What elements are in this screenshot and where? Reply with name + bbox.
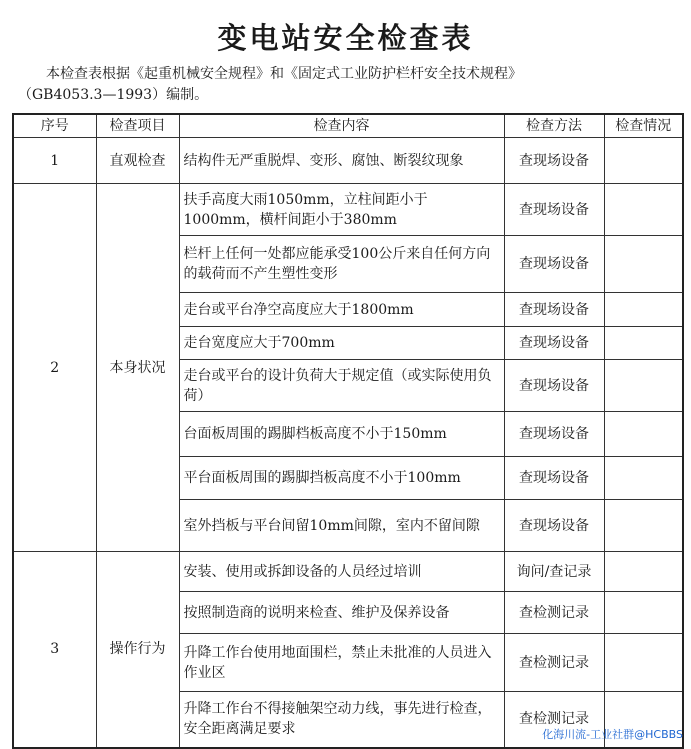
row-status[interactable] [604, 412, 683, 457]
group-number: 2 [13, 184, 96, 552]
row-content: 室外挡板与平台间留10mm间隙，室内不留间隙 [179, 500, 504, 552]
row-content: 安装、使用或拆卸设备的人员经过培训 [179, 552, 504, 592]
row-status[interactable] [604, 592, 683, 634]
row-content: 结构件无严重脱焊、变形、腐蚀、断裂纹现象 [179, 138, 504, 184]
row-status[interactable] [604, 634, 683, 692]
header-no: 序号 [13, 114, 96, 138]
row-status[interactable] [604, 327, 683, 360]
row-content: 走台或平台净空高度应大于1800mm [179, 293, 504, 327]
row-status[interactable] [604, 236, 683, 293]
intro-line-2: （GB4053.3—1993）编制。 [18, 87, 209, 103]
row-content: 扶手高度大雨1050mm，立柱间距小于1000mm，横杆间距小于380mm [179, 184, 504, 236]
table-row [13, 184, 683, 236]
row-content: 按照制造商的说明来检查、维护及保养设备 [179, 592, 504, 634]
table-row [13, 552, 683, 592]
row-content: 升降工作台不得接触架空动力线，事先进行检查，安全距离满足要求 [179, 692, 504, 748]
row-method: 查现场设备 [504, 138, 604, 184]
row-method: 查现场设备 [504, 327, 604, 360]
header-status: 检查情况 [604, 114, 683, 138]
row-content: 走台或平台的设计负荷大于规定值（或实际使用负荷） [179, 360, 504, 412]
row-status[interactable] [604, 500, 683, 552]
intro-paragraph [18, 64, 678, 106]
page-title: 变电站安全检查表 [217, 21, 474, 55]
row-method: 查现场设备 [504, 293, 604, 327]
group-item: 本身状况 [96, 184, 179, 552]
row-method: 查检测记录 [504, 634, 604, 692]
group-number: 3 [13, 552, 96, 748]
row-method: 查检测记录 [504, 692, 604, 748]
row-status[interactable] [604, 360, 683, 412]
header-method: 检查方法 [504, 114, 604, 138]
row-method: 查现场设备 [504, 500, 604, 552]
group-number: 1 [13, 138, 96, 184]
row-method: 询问/查记录 [504, 552, 604, 592]
header-row [13, 114, 683, 138]
row-content: 平台面板周围的踢脚挡板高度不小于100mm [179, 457, 504, 500]
table-row [13, 138, 683, 184]
intro-line-1: 本检查表根据《起重机械安全规程》和《固定式工业防护栏杆安全技术规程》 [46, 66, 522, 82]
watermark-text: 化海川流-工业社群@HCBBS [542, 728, 683, 741]
row-status[interactable] [604, 457, 683, 500]
row-status[interactable] [604, 184, 683, 236]
group-item: 直观检查 [96, 138, 179, 184]
row-method: 查现场设备 [504, 457, 604, 500]
row-status[interactable] [604, 552, 683, 592]
row-method: 查现场设备 [504, 360, 604, 412]
group-item: 操作行为 [96, 552, 179, 748]
row-method: 查检测记录 [504, 592, 604, 634]
row-content: 台面板周围的踢脚档板高度不小于150mm [179, 412, 504, 457]
row-content: 栏杆上任何一处都应能承受100公斤来自任何方向的载荷而不产生塑性变形 [179, 236, 504, 293]
header-item: 检查项目 [96, 114, 179, 138]
inspection-table [12, 113, 684, 749]
row-method: 查现场设备 [504, 236, 604, 293]
row-content: 走台宽度应大于700mm [179, 327, 504, 360]
row-status[interactable] [604, 138, 683, 184]
row-method: 查现场设备 [504, 184, 604, 236]
header-content: 检查内容 [179, 114, 504, 138]
row-method: 查现场设备 [504, 412, 604, 457]
row-status[interactable] [604, 293, 683, 327]
row-content: 升降工作台使用地面围栏，禁止未批准的人员进入作业区 [179, 634, 504, 692]
